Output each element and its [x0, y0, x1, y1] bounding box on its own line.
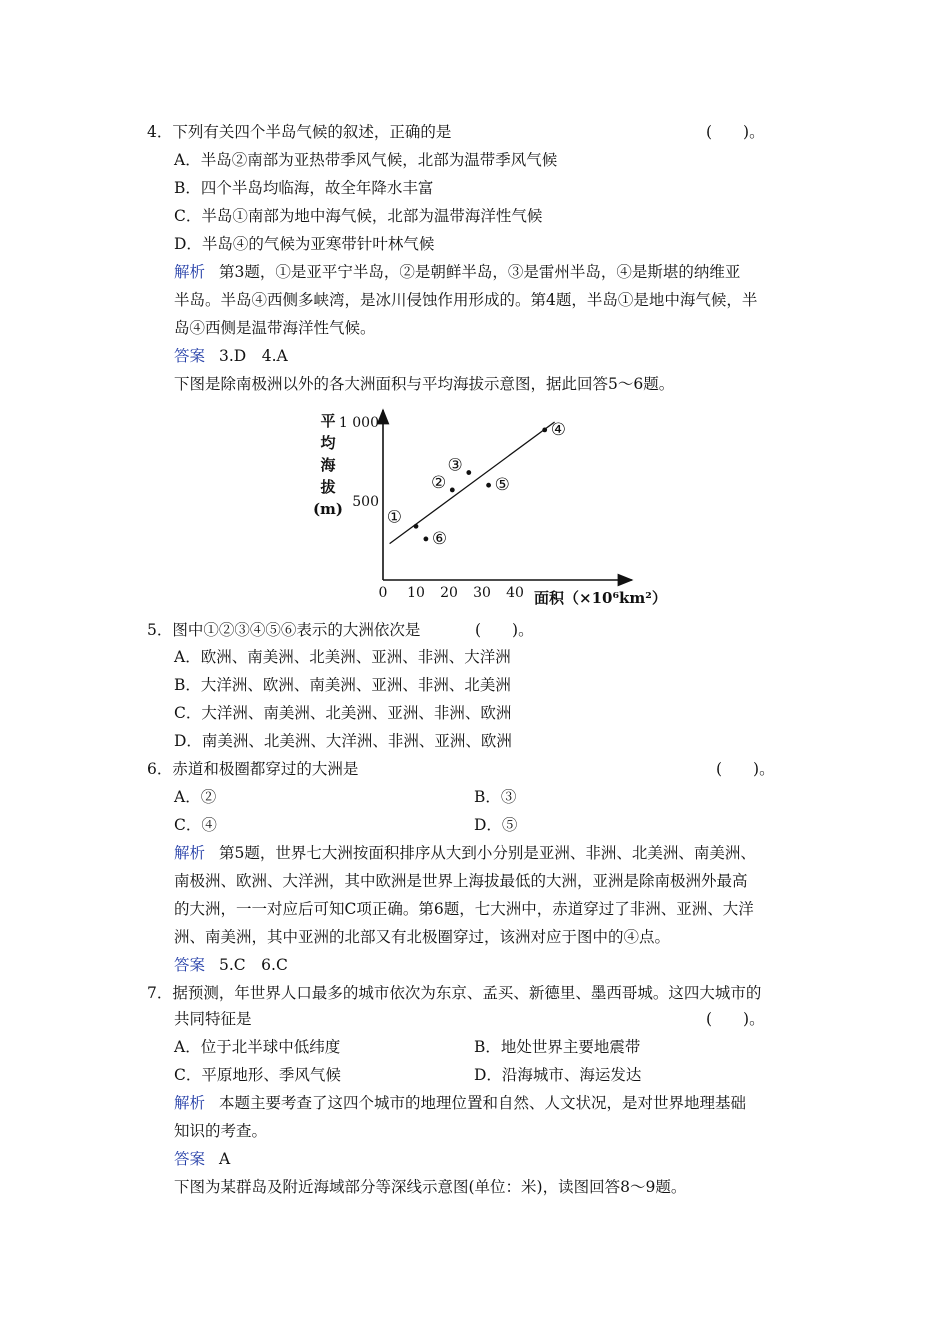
q4-option-a: A．半岛②南部为亚热带季风气候，北部为温带季风气候 — [174, 151, 558, 169]
q6-option-a: A．② — [174, 788, 217, 806]
y-tick-label: 1 000 — [338, 415, 379, 431]
q5-option-c: C．大洋洲、南美洲、北美洲、亚洲、非洲、欧洲 — [174, 704, 512, 722]
q7-option-d: D．沿海城市、海运发达 — [474, 1066, 642, 1084]
analysis-7-line-2: 知识的考查。 — [174, 1122, 268, 1140]
q6-answer-blank: ( )。 — [716, 760, 775, 778]
x-tick-label: 40 — [506, 585, 524, 601]
analysis-3-4-line-1: 解析 第3题，①是亚平宁半岛，②是朝鲜半岛，③是雷州半岛，④是斯堪的纳维亚 — [174, 263, 741, 281]
data-point — [466, 470, 471, 475]
q5-option-d: D．南美洲、北美洲、大洋洲、非洲、亚洲、欧洲 — [174, 732, 512, 750]
y-axis-label-char: 均 — [320, 434, 336, 452]
analysis-5-6-line-1: 解析 第5题，世界七大洲按面积排序从大到小分别是亚洲、非洲、北美洲、南美洲、 — [174, 844, 756, 862]
analysis-5-6-line-3: 的大洲，一一对应后可知C项正确。第6题，七大洲中，赤道穿过了非洲、亚洲、大洋 — [174, 900, 754, 918]
data-point-label: ③ — [447, 455, 463, 476]
data-point — [450, 488, 455, 493]
q6-option-b: B．③ — [474, 788, 517, 806]
intro-5-6: 下图是除南极洲以外的各大洲面积与平均海拔示意图，据此回答5～6题。 — [174, 375, 675, 393]
data-point-label: ④ — [550, 419, 566, 440]
q6-option-d: D．⑤ — [474, 816, 518, 834]
x-tick-labels — [379, 585, 524, 601]
analysis-tag: 解析 — [174, 1094, 206, 1112]
q4-stem: 4．下列有关四个半岛气候的叙述，正确的是 — [147, 123, 452, 141]
analysis-5-6-line-2: 南极洲、欧洲、大洋洲，其中欧洲是世界上海拔最低的大洲，亚洲是除南极洲外最高 — [174, 872, 748, 890]
area-elevation-scatter-chart — [310, 408, 670, 612]
q6-stem: 6．赤道和极圈都穿过的大洲是 — [147, 760, 359, 778]
analysis-tag: 解析 — [174, 844, 206, 862]
data-points — [387, 420, 566, 549]
q5-stem: 5．图中①②③④⑤⑥表示的大洲依次是 — [147, 621, 421, 639]
q7-stem: 7．据预测，年世界人口最多的城市依次为东京、孟买、新德里、墨西哥城。这四大城市的 — [147, 984, 762, 1002]
y-axis-label-char: 平 — [320, 412, 336, 430]
answer-tag: 答案 — [174, 956, 206, 974]
intro-8-9: 下图为某群岛及附近海域部分等深线示意图(单位：米)，读图回答8～9题。 — [174, 1178, 687, 1196]
q4-option-d: D．半岛④的气候为亚寒带针叶林气候 — [174, 235, 435, 253]
analysis-3-4-line-2: 半岛。半岛④西侧多峡湾，是冰川侵蚀作用形成的。第4题，半岛①是地中海气候，半 — [174, 291, 758, 309]
q7-answer-blank: ( )。 — [706, 1010, 765, 1028]
y-tick-labels — [339, 415, 379, 510]
q7-option-c: C．平原地形、季风气候 — [174, 1066, 341, 1084]
q4-answer-blank: ( )。 — [706, 123, 765, 141]
y-axis-label-char: (m) — [312, 500, 344, 518]
q6-option-c: C．④ — [174, 816, 217, 834]
data-point-label: ① — [386, 507, 402, 528]
q5-option-a: A．欧洲、南美洲、北美洲、亚洲、非洲、大洋洲 — [174, 648, 511, 666]
y-tick-label: 500 — [352, 494, 379, 510]
x-tick-label: 20 — [440, 585, 458, 601]
answer-7: 答案 A — [174, 1150, 231, 1168]
q5-answer-blank: ( )。 — [475, 621, 534, 639]
x-tick-label: 30 — [473, 585, 491, 601]
x-axis-label: 面积（×10⁶km²） — [534, 589, 667, 607]
analysis-tag: 解析 — [174, 263, 206, 281]
y-axis-label-char: 海 — [320, 456, 336, 474]
data-point-label: ② — [431, 472, 447, 493]
data-point-label: ⑥ — [431, 528, 448, 549]
q7-option-b: B．地处世界主要地震带 — [474, 1038, 641, 1056]
x-tick-label: 0 — [378, 585, 388, 601]
q4-option-c: C．半岛①南部为地中海气候，北部为温带海洋性气候 — [174, 207, 543, 225]
answer-tag: 答案 — [174, 1150, 206, 1168]
data-point — [486, 483, 491, 488]
q7-option-a: A．位于北半球中低纬度 — [174, 1038, 341, 1056]
analysis-7-line-1: 解析 本题主要考查了这四个城市的地理位置和自然、人文状况，是对世界地理基础 — [174, 1094, 747, 1112]
q5-option-b: B．大洋洲、欧洲、南美洲、亚洲、非洲、北美洲 — [174, 676, 511, 694]
answer-3-4: 答案 3.D 4.A — [174, 347, 288, 365]
analysis-5-6-line-4: 洲、南美洲，其中亚洲的北部又有北极圈穿过，该洲对应于图中的④点。 — [174, 928, 671, 946]
answer-tag: 答案 — [174, 347, 206, 365]
analysis-3-4-line-3: 岛④西侧是温带海洋性气候。 — [174, 319, 376, 337]
data-point — [414, 524, 419, 529]
data-point-label: ⑤ — [494, 475, 510, 496]
q4-option-b: B．四个半岛均临海，故全年降水丰富 — [174, 179, 434, 197]
data-point — [424, 537, 429, 542]
data-point — [542, 428, 547, 433]
answer-5-6: 答案 5.C 6.C — [174, 956, 288, 974]
x-tick-label: 10 — [407, 585, 425, 601]
q7-stem-continued: 共同特征是 — [174, 1010, 252, 1028]
y-axis-label-char: 拔 — [320, 478, 336, 496]
